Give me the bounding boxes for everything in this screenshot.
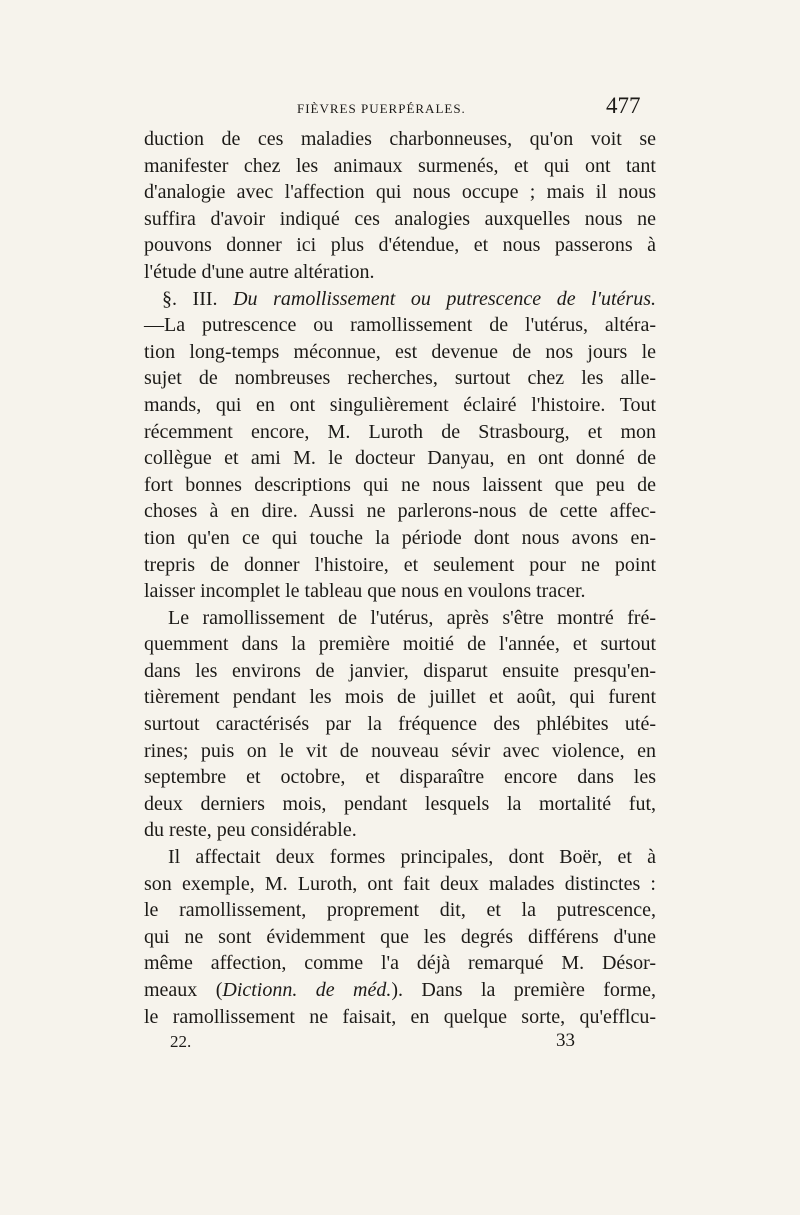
section-heading-line	[144, 286, 656, 313]
text-line: l'étude d'une autre altération.	[144, 260, 375, 283]
citation-lead: meaux (	[144, 979, 223, 1001]
body-text	[144, 126, 656, 1030]
text-line: tion long-temps méconnue, est devenue de nos jours le	[144, 340, 656, 363]
text-line: qui ne sont évidemment que les degrés différens d'une	[144, 925, 656, 948]
text-line: choses à en dire. Aussi ne parlerons-nous de cette affec-	[144, 500, 656, 523]
text-line: Il affectait deux formes principales, dont Boër, et à	[168, 846, 656, 869]
text-line: même affection, comme l'a déjà remarqué M. Désor-	[144, 952, 656, 975]
text-line: manifester chez les animaux surmenés, et qui ont tant	[144, 154, 656, 177]
text-line: quemment dans la première moitié de l'année, et surtout	[144, 633, 656, 656]
text-line: deux derniers mois, pendant lesquels la mortalité fut,	[144, 792, 656, 815]
text-line: laisser incomplet le tableau que nous en voulons tracer.	[144, 580, 586, 603]
text-line: tièrement pendant les mois de juillet et août, qui furent	[144, 686, 656, 709]
text-line: d'analogie avec l'affection qui nous occupe ; mais il nous	[144, 181, 656, 204]
text-line: pouvons donner ici plus d'étendue, et nous passerons à	[144, 234, 656, 257]
text-line: le ramollissement, proprement dit, et la putrescence,	[144, 899, 656, 922]
text-line: suffira d'avoir indiqué ces analogies auxquelles nous ne	[144, 207, 656, 230]
text-line: Le ramollissement de l'utérus, après s'être montré fré-	[168, 606, 656, 629]
text-line: son exemple, M. Luroth, ont fait deux malades distinctes :	[144, 872, 656, 895]
text-line: rines; puis on le vit de nouveau sévir avec violence, en	[144, 739, 656, 762]
signature-mark: 22.	[170, 1032, 192, 1051]
text-line: tion qu'en ce qui touche la période dont nous avons en-	[144, 526, 656, 549]
text-line: sujet de nombreuses recherches, surtout chez les alle-	[144, 367, 656, 390]
text-line: mands, qui en ont singulièrement éclairé l'histoire. Tout	[144, 393, 656, 416]
text-line: du reste, peu considérable.	[144, 819, 357, 842]
citation-line	[144, 977, 656, 1004]
citation-tail: ). Dans la première forme,	[391, 979, 656, 1001]
text-line: surtout caractérisés par la fréquence des phlébites uté-	[144, 713, 656, 736]
section-number: §. III.	[162, 287, 234, 310]
text-line: dans les environs de janvier, disparut ensuite presqu'en-	[144, 659, 656, 682]
text-line: —La putrescence ou ramollissement de l'utérus, altéra-	[144, 314, 656, 337]
text-line: fort bonnes descriptions qui ne nous laissent que peu de	[144, 473, 656, 496]
text-line: duction de ces maladies charbonneuses, qu'on voit se	[144, 128, 656, 150]
running-title: FIÈVRES PUERPÉRALES.	[297, 101, 466, 116]
page-number: 477	[606, 93, 641, 118]
sheet-number: 33	[556, 1030, 575, 1051]
text-line: trepris de donner l'histoire, et seulement pour ne point	[144, 553, 656, 576]
text-line: récemment encore, M. Luroth de Strasbourg, et mon	[144, 420, 656, 443]
citation-title: Dictionn. de méd.	[222, 979, 392, 1001]
text-line: septembre et octobre, et disparaître encore dans les	[144, 766, 656, 789]
text-line: le ramollissement ne faisait, en quelque sorte, qu'efflcu-	[144, 1005, 656, 1028]
text-line: collègue et ami M. le docteur Danyau, en ont donné de	[144, 447, 656, 470]
section-title: Du ramollissement ou putrescence de l'utérus.	[233, 287, 656, 310]
